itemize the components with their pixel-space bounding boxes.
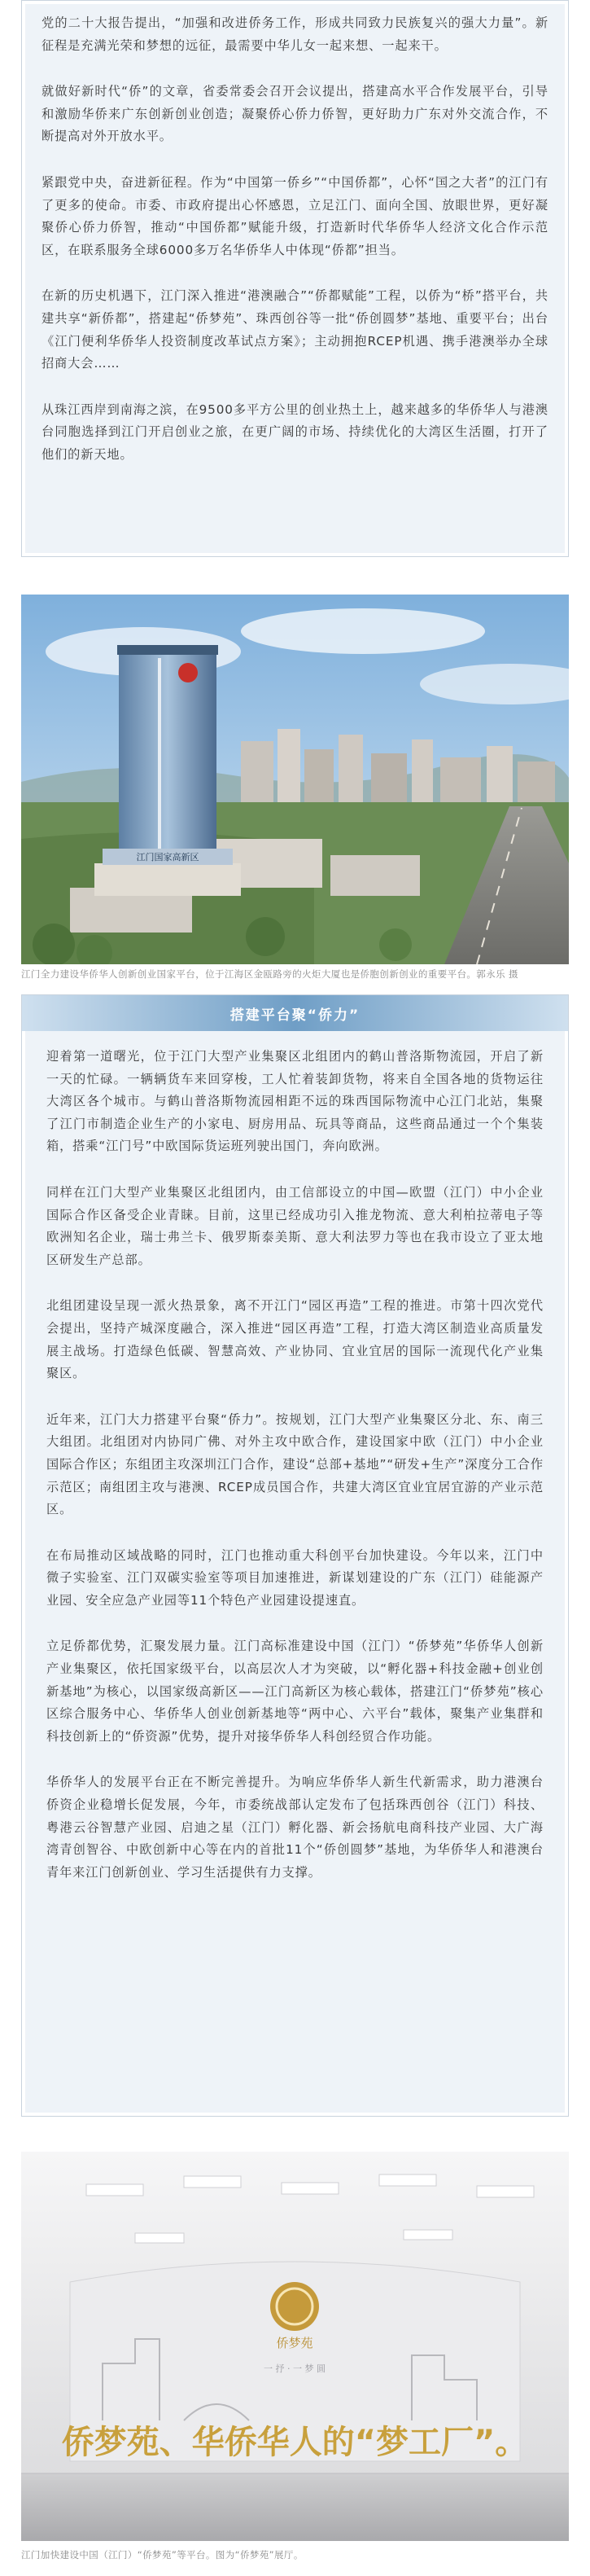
tower-sign: 江门国家高新区 <box>136 853 199 862</box>
aerial-city-illustration <box>21 595 569 964</box>
section-paragraph: 迎着第一道曙光，位于江门大型产业集聚区北组团内的鹤山普洛斯物流园，开启了新一天的忙碌。一辆辆货车来回穿梭，工人忙着装卸货物，将来自全国各地的货物运往大湾区各个城市。与鹤山普洛斯物流园相距不远的珠西国际物流中心江门北站，集聚了江门市制造企业生产的小家电、厨房用品、玩具等商品，这些商品通过一个个集装箱，搭乘“江门号”中欧国际货运班列驶出国门，奔向欧洲。 <box>46 1049 544 1154</box>
intro-paragraph: 紧跟党中央，奋进新征程。作为“中国第一侨乡”“中国侨都”，心怀“国之大者”的江门有了更多的使命。市委、市政府提出心怀感恩，立足江门、面向全国、放眼世界，更好凝聚侨心侨力侨智，推动“中国侨都”赋能升级，打造新时代华侨华人经济文化合作示范区，在联系服务全球6000多万名华侨华人中体现“侨都”担当。 <box>42 174 548 257</box>
intro-paragraph: 在新的历史机遇下，江门深入推进“港澳融合”“侨都赋能”工程，以侨为“桥”搭平台，共建共享“新侨都”，搭建起“侨梦苑”、珠西创谷等一批“侨创圆梦”基地、重要平台；出台《江门便利华侨华人投资制度改革试点方案》；主动拥抱RCEP机遇、携手港澳举办全球招商大会…… <box>42 288 548 371</box>
intro-card <box>21 0 569 557</box>
intro-paragraph: 就做好新时代“侨”的文章，省委常委会召开会议提出，搭建高水平合作发展平台，引导和激励华侨来广东创新创业创造；凝聚侨心侨力侨智，更好助力广东对外交流合作，不断提高对外开放水平。 <box>42 84 548 144</box>
intro-paragraph: 党的二十大报告提出，“加强和改进侨务工作，形成共同致力民族复兴的强大力量”。新征程是充满光荣和梦想的远征，最需要中华儿女一起来想、一起来干。 <box>42 15 548 53</box>
section-paragraph: 北组团建设呈现一派火热景象，离不开江门“园区再造”工程的推进。市第十四次党代会提出，坚持产城深度融合，深入推进“园区再造”工程，打造大湾区制造业高质量发展主战场。打造绿色低碳、智慧高效、产业协同、宜业宜居的国际一流现代化产业集聚区。 <box>46 1298 544 1381</box>
section-paragraph: 在布局推动区域战略的同时，江门也推动重大科创平台加快建设。今年以来，江门中微子实验室、江门双碳实验室等项目加速推进，新谋划建设的广东（江门）硅能源产业园、安全应急产业园等11个特色产业园建设提速直。 <box>46 1547 544 1608</box>
section-paragraph: 同样在江门大型产业集聚区北组团内，由工信部设立的中国—欧盟（江门）中小企业国际合作区备受企业青睐。目前，这里已经成功引入推龙物流、意大利柏拉蒂电子等欧洲知名企业，瑞士弗兰卡、俄罗斯泰美斯、意大利法罗力等也在我市设立了亚太地区研发生产总部。 <box>46 1184 544 1267</box>
logo-label: 侨梦苑 <box>276 2336 313 2350</box>
photo2-caption: 江门加快建设中国（江门）“侨梦苑”等平台。图为“侨梦苑”展厅。 <box>21 2549 304 2561</box>
section-paragraph: 华侨华人的发展平台正在不断完善提升。为响应华侨华人新生代新需求，助力港澳台侨资企业稳增长促发展，今年，市委统战部认定发布了包括珠西创谷（江门）科技、粤港云谷智慧产业园、启迪之星（江门）孵化器、新会扬航电商科技产业园、大广海湾青创智谷、中欧创新中心等在内的首批11个“侨创圆梦”基地，为华侨华人和港澳台青年来江门创新创业、学习生活提供有力支撑。 <box>46 1775 544 1880</box>
section-paragraph: 近年来，江门大力搭建平台聚“侨力”。按规划，江门大型产业集聚区分北、东、南三大组团。北组团对内协同广佛、对外主攻中欧合作，建设国家中欧（江门）中小企业国际合作区；东组团主攻深圳江门合作，建设“总部+基地”“研发+生产”深度分工合作示范区；南组团主攻与港澳、RCEP成员国合作，共建大湾区宜业宜居宜游的产业示范区。 <box>46 1411 544 1517</box>
exhibition-hall-photo <box>21 2152 569 2541</box>
section-paragraph: 立足侨都优势，汇聚发展力量。江门高标准建设中国（江门）“侨梦苑”华侨华人创新产业集聚区，依托国家级平台，以高层次人才为突破，以“孵化器+科技金融+创业创新基地”为核心，以国家级高新区——江门高新区为核心载体，搭建江门“侨梦苑”核心区综合服务中心、华侨华人创业创新基地等“两中心、六平台”载体，聚集产业集群和科技创新上的“侨资源”优势，提升对接华侨华人科创经贸合作功能。 <box>46 1639 544 1744</box>
section-card <box>21 994 569 2117</box>
hall-slogan: 侨梦苑、华侨华人的“梦工厂”。 <box>61 2424 528 2461</box>
section-title: 搭建平台聚“侨力” <box>22 995 568 1031</box>
wall-motto: 一 抒 · 一 梦 圆 <box>264 2363 326 2374</box>
photo1-caption: 江门全力建设华侨华人创新创业国家平台，位于江海区金瓯路旁的火炬大厦也是侨胞创新创业的重要平台。郭永乐 摄 <box>21 968 518 980</box>
exhibition-hall-illustration <box>21 2152 569 2541</box>
intro-paragraph: 从珠江西岸到南海之滨，在9500多平方公里的创业热土上，越来越多的华侨华人与港澳台同胞选择到江门开启创业之旅，在更广阔的市场、持续优化的大湾区生活圈，打开了他们的新天地。 <box>42 402 548 462</box>
aerial-city-photo <box>21 595 569 964</box>
